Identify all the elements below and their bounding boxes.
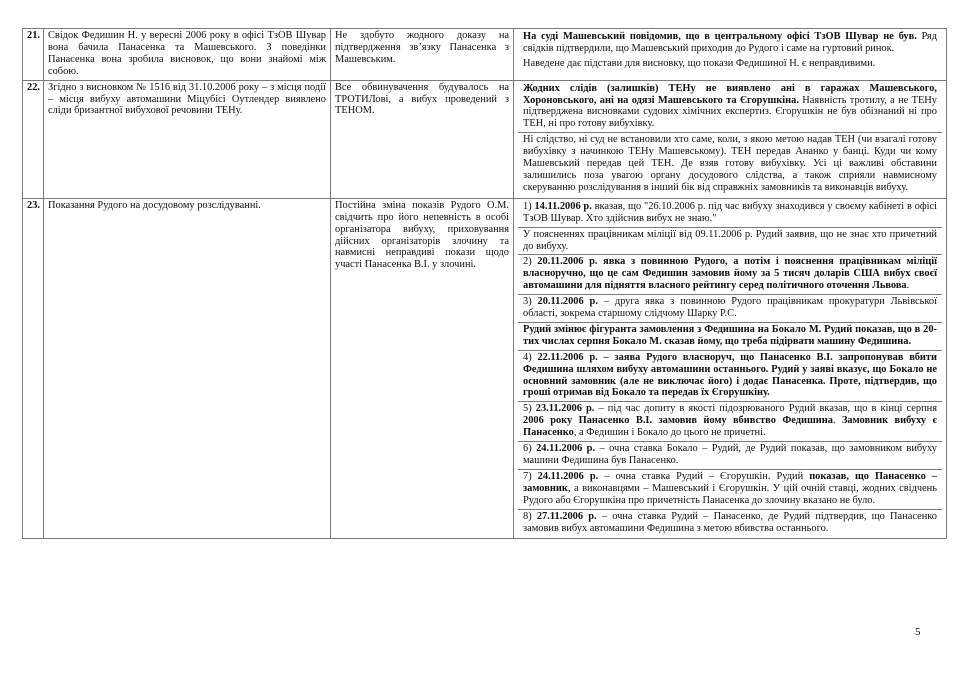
bold-text-run: Рудий змінює фігуранта замовлення з Федишина на Бокало М. Рудий показав, що в 20-тих числах серпня Бокало М. сказав йому, що треба підірвати машину Федишина. bbox=[523, 323, 937, 347]
bold-text-run: Жодних слідів (залишків) ТЕНу не виявлено ані в гаражах Машевського, Хороновського, ані на одязі Машевського та Єгорушкіна. bbox=[523, 82, 937, 106]
text-run: Наведене дає підстави для висновку, що покази Федишиної Н. є неправдивими. bbox=[523, 57, 876, 69]
row-number: 22. bbox=[23, 80, 44, 198]
text-run: Свідок Федишин Н. у вересні 2006 року в офісі ТзОВ Шувар вона бачила Панасенка та Машевського. З поведінки Панасенка вона зробила висновок, що вони знайомі між собою. bbox=[48, 30, 326, 77]
analysis-paragraph bbox=[518, 255, 942, 295]
text-run: 1) bbox=[523, 200, 535, 212]
text-run: 2) bbox=[523, 256, 538, 268]
text-run: Не здобуто жодного доказу на підтвердження зв’язку Панасенка з Машевським. bbox=[335, 30, 509, 65]
text-run: Ряд свідків підтвердили, що Машевський приходив до Рудого і саме на гуртовий ринок. bbox=[523, 31, 937, 54]
table-row bbox=[23, 80, 947, 198]
text-run: . bbox=[832, 415, 842, 427]
bold-text-run: 24.11.2006 р. bbox=[537, 470, 599, 482]
text-run: , а виконавцями – Машевський і Єгорушкін. У цій очній ставці, жодних свідчень Рудого або Єгорушкіна про причетність Панасенка до злочину вказано не було. bbox=[523, 482, 937, 506]
analysis-paragraph bbox=[518, 402, 942, 442]
bold-text-run: 14.11.2006 р. bbox=[534, 200, 592, 212]
analysis-paragraph bbox=[518, 442, 942, 470]
row-number: 21. bbox=[23, 29, 44, 81]
bold-text-run: 23.11.2006 р. bbox=[535, 403, 595, 415]
text-run: . bbox=[906, 280, 910, 292]
analysis-paragraph bbox=[518, 323, 942, 351]
analysis-paragraph bbox=[518, 228, 942, 256]
text-run: 4) bbox=[523, 351, 538, 363]
analysis-paragraph bbox=[518, 510, 942, 537]
analysis-paragraph bbox=[518, 133, 942, 196]
text-run: 8) bbox=[523, 510, 537, 522]
analysis-cell bbox=[514, 29, 947, 81]
bold-text-run: 2006 року Панасенко В.І. замовив йому вбивство Федишина bbox=[523, 415, 833, 427]
analysis-cell bbox=[514, 80, 947, 198]
text-run: Все обвинувачення будувалось на ТРОТИЛові, а вибух проведений з ТЕНОМ. bbox=[335, 81, 509, 117]
comparison-table bbox=[22, 28, 947, 539]
text-run: вказав, що "26.10.2006 р. під час вибуху знаходився у своєму кабінеті в офісі ТзОВ Шувар. Хто здійснив вибух не знаю." bbox=[523, 200, 937, 224]
text-run: Згідно з висновком № 1516 від 31.10.2006 року – з місця події – місця вибуху автомашини Міцубісі Оутлендер виявлено сліди бризантної вибухової речовини ТЕНу. bbox=[48, 81, 326, 117]
bold-text-run: Замовник вибуху є Панасенко bbox=[523, 415, 937, 439]
text-run: Постійна зміна показів Рудого О.М. свідчить про його непевність в особі організатора вибуху, приховування дійсних організаторів злочину та навмисні неправдиві покази щодо участі Панасенка В.І. у злочині. bbox=[335, 199, 509, 271]
text-run: 5) bbox=[523, 403, 536, 415]
table-row bbox=[23, 198, 947, 539]
assessment-cell bbox=[331, 80, 514, 198]
analysis-paragraph bbox=[518, 470, 942, 510]
evidence-cell bbox=[44, 198, 331, 539]
assessment-cell bbox=[331, 198, 514, 539]
table-row bbox=[23, 29, 947, 81]
text-run: – очна ставка Рудий – Панасенко, де Рудий підтвердив, що Панасенко замовив вибух автомашини Федишина з метою вбивства останнього. bbox=[523, 510, 937, 534]
text-run: – під час допиту в якості підозрюваного Рудий вказав, що в кінці серпня bbox=[594, 403, 937, 415]
analysis-paragraph bbox=[518, 57, 942, 72]
text-run: 7) bbox=[523, 470, 538, 482]
bold-text-run: 24.11.2006 р. bbox=[536, 443, 596, 455]
text-run: , а Федишин і Бокало до цього не причетні. bbox=[573, 427, 766, 439]
text-run: Ні слідство, ні суд не встановили хто саме, коли, з якою метою надав ТЕН (чи взагалі готову вибухівку з начинкою ТЕНу Машевському). ТЕН передав Ананко у банці. Куди чи кому Машевський передав цей ТЕН. Де взяв готову вибухівку. Усі ці важливі обставини залишились поза увагою органу досудового слідства, а також сприяли навмисному скеруванню розслідування в інший бік від справжніх замовників та виконавців вибуху. bbox=[523, 134, 937, 193]
bold-text-run: показав, що Панасенко – замовник bbox=[523, 470, 937, 494]
analysis-paragraph bbox=[518, 351, 942, 403]
table-body bbox=[23, 29, 947, 539]
text-run: 3) bbox=[523, 296, 538, 308]
text-run: Наявність тротилу, а не ТЕНу підтверджена висновками судових хімічних експертиз. Єгорушкін не був обізнаний ні про ТЕН, ні про готову вибухівку. bbox=[523, 94, 937, 130]
evidence-cell bbox=[44, 29, 331, 81]
text-run: – очна ставка Рудий – Єгорушкін. Рудий bbox=[598, 470, 810, 482]
row-number: 23. bbox=[23, 198, 44, 539]
bold-text-run: 20.11.2006 р. bbox=[537, 296, 598, 308]
text-run: У поясненнях працівникам міліції від 09.11.2006 р. Рудий заявив, що не знає хто причетний до вибуху. bbox=[523, 228, 937, 252]
page-number: 5 bbox=[915, 626, 921, 638]
text-run: 6) bbox=[523, 443, 537, 455]
analysis-paragraph bbox=[518, 82, 942, 134]
assessment-cell bbox=[331, 29, 514, 81]
text-run: – друга явка з повинною Рудого працівникам прокуратури Львівської області, зокрема старшому слідчому Шарку Р.С. bbox=[523, 296, 937, 320]
text-run: Показання Рудого на досудовому розслідуванні. bbox=[48, 199, 261, 211]
text-run: – очна ставка Бокало – Рудий, де Рудий показав, що замовником вибуху машини Федишина був Панасенко. bbox=[523, 443, 937, 466]
analysis-cell bbox=[514, 198, 947, 539]
bold-text-run: 22.11.2006 р. – заява Рудого власноруч, що Панасенко В.І. запропонував вбити Федишина шляхом вибуху автомашини останнього. Рудий у заяві вказує, що Бокало не основний замовник (але не виключає його) і додає Панасенка. Проте, підтвердив, що гроші отримав від Бокало та передав їх Єгорушкіну. bbox=[523, 351, 937, 399]
analysis-paragraph bbox=[518, 295, 942, 323]
bold-text-run: На суді Машевський повідомив, що в центральному офісі ТзОВ Шувар не був. bbox=[523, 31, 917, 42]
bold-text-run: 20.11.2006 р. явка з повинною Рудого, а потім і пояснення працівникам міліції власноручно, що це сам Федишин замовив йому за 5 тисяч доларів США вибух своєї автомашини для підняття власного рейтингу серед політичного оточення Львова bbox=[523, 256, 937, 292]
analysis-paragraph bbox=[518, 30, 942, 57]
evidence-cell bbox=[44, 80, 331, 198]
analysis-paragraph bbox=[518, 200, 942, 228]
bold-text-run: 27.11.2006 р. bbox=[536, 510, 597, 522]
